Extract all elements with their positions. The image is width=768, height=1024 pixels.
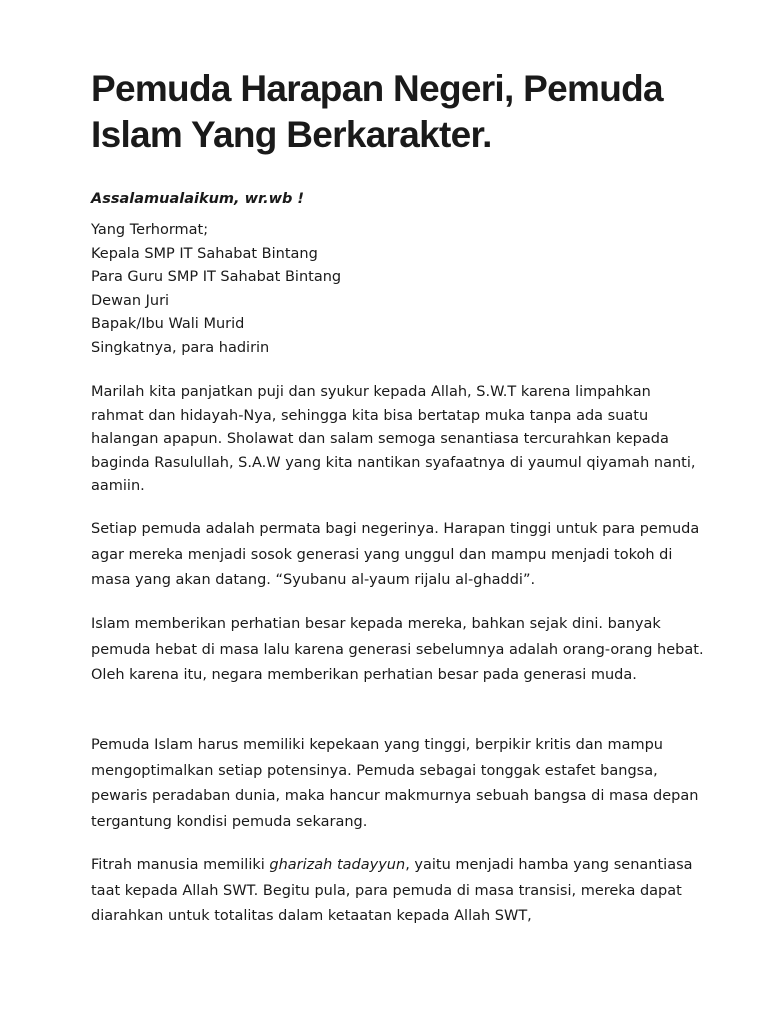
greeting: Assalamualaikum, wr.wb ! xyxy=(91,191,305,207)
page-title: Pemuda Harapan Negeri, Pemuda Islam Yang Berkarakter. xyxy=(91,68,663,155)
paragraph-human-nature xyxy=(91,853,706,930)
paragraph-islamic-youth: Pemuda Islam harus memiliki kepekaan yang tinggi, berpikir kritis dan mampu mengoptimalkan setiap potensinya. Pemuda sebagai tonggak estafet bangsa, pewaris peradaban dunia, maka hancur makmurnya sebuah bangsa di masa depan tergantung kondisi pemuda sekarang. xyxy=(91,737,699,831)
italic-term: gharizah tadayyun xyxy=(269,857,406,873)
paragraph-opening-praise: Marilah kita panjatkan puji dan syukur kepada Allah, S.W.T karena limpahkan rahmat dan hidayah-Nya, sehingga kita bisa bertatap muka tanpa ada suatu halangan apapun. Sholawat dan salam semoga senantiasa tercurahkan kepada baginda Rasulullah, S.A.W yang kita nantikan syafaatnya di yaumul qiyamah nanti, aamiin. xyxy=(91,384,696,494)
paragraph-islam-attention: Islam memberikan perhatian besar kepada mereka, bahkan sejak dini. banyak pemuda hebat di masa lalu karena generasi sebelumnya adalah orang-orang hebat. Oleh karena itu, negara memberikan perhatian besar pada generasi muda. xyxy=(91,616,704,684)
addressee-line: Bapak/Ibu Wali Murid xyxy=(91,316,245,332)
paragraph-text: , yaitu menjadi hamba yang senantiasa taat kepada Allah SWT. Begitu pula, para pemuda di masa transisi, mereka dapat diarahkan untuk totalitas dalam ketaatan kepada Allah SWT, xyxy=(91,857,693,925)
addressee-list xyxy=(91,219,341,360)
addressee-line: Para Guru SMP IT Sahabat Bintang xyxy=(91,269,342,285)
paragraph-text: Fitrah manusia memiliki xyxy=(91,857,270,873)
paragraph-youth-jewel: Setiap pemuda adalah permata bagi negerinya. Harapan tinggi untuk para pemuda agar mereka menjadi sosok generasi yang unggul dan mampu menjadi tokoh di masa yang akan datang. “Syubanu al-yaum rijalu al-ghaddi”. xyxy=(91,521,700,589)
addressee-line: Yang Terhormat; xyxy=(91,222,209,238)
addressee-line: Dewan Juri xyxy=(91,292,170,309)
addressee-line: Singkatnya, para hadirin xyxy=(91,339,270,356)
addressee-line: Kepala SMP IT Sahabat Bintang xyxy=(91,245,318,262)
